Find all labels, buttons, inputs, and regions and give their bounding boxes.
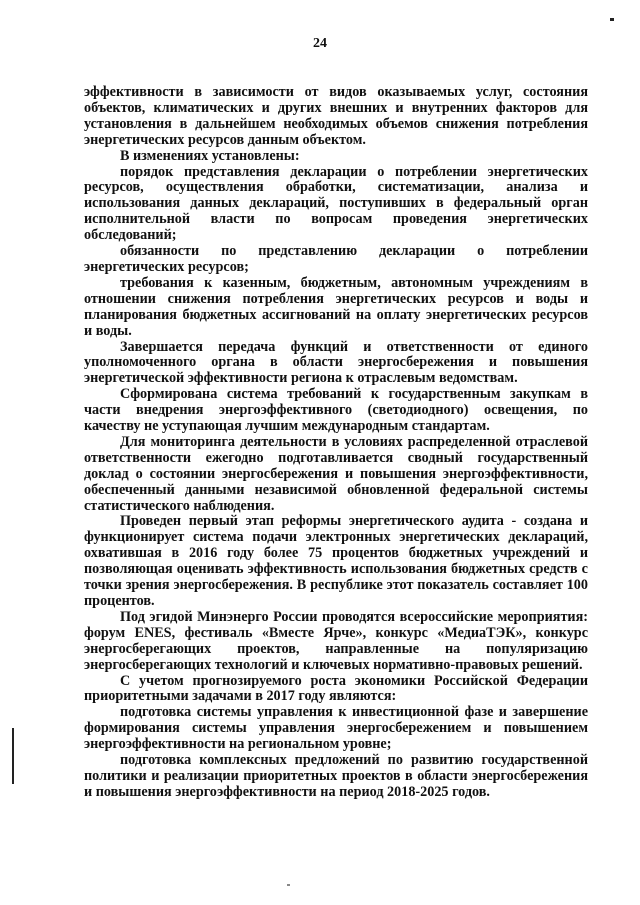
paragraph-audit-reform: Проведен первый этап реформы энергетического аудита - создана и функционирует система подачи электронных энергетических деклараций, охватившая в 2016 году более 75 процентов бюджетных учреждений и позволяющая оценивать эффективность использования бюджетных средств с точки зрения энергосбережения. В республике этот показатель составляет 100 процентов. [84, 513, 588, 609]
paragraph-declaration-obligations: обязанности по представлению декларации о потреблении энергетических ресурсов; [84, 243, 588, 275]
paragraph-priorities-intro: С учетом прогнозируемого роста экономики Российской Федерации приоритетными задачами в 2017 году являются: [84, 672, 588, 705]
paragraph-events: Под эгидой Минэнерго России проводятся всероссийские мероприятия: форум ENES, фестиваль «Вместе Ярче», конкурс «МедиаТЭК», конкурс энергосберегающих проектов, направленные на популяризацию энергосберегающих технологий и ключевых нормативно-правовых решений. [84, 608, 588, 673]
scan-dot-bottom [287, 884, 290, 886]
paragraph-monitoring-report: Для мониторинга деятельности в условиях распределенной отраслевой ответственности ежегодно подготавливается сводный государственный доклад о состоянии энергосбережения и повышения энергоэффективности, обеспеченный данными независимой обновленной федеральной системы статистического наблюдения. [84, 433, 588, 514]
paragraph-priority-management: подготовка системы управления к инвестиционной фазе и завершение формирования системы управления энергосбережением и повышением энергоэффективности на региональном уровне; [84, 704, 588, 753]
paragraph-declaration-procedure: порядок представления декларации о потреблении энергетических ресурсов, осуществления обработки, систематизации, анализа и использования данных деклараций, поступивших в федеральный орган исполнительной власти по вопросам проведения энергетических обследований; [84, 163, 588, 244]
paragraph-procurement-requirements: Сформирована система требований к государственным закупкам в части внедрения энергоэффективного (светодиодного) освещения, по качеству не уступающая лучшим международным стандартам. [84, 386, 588, 435]
paragraph-functions-transfer: Завершается передача функций и ответственности от единого уполномоченного органа в области энергосбережения и повышения энергетической эффективности региона к отраслевым ведомствам. [84, 338, 588, 387]
document-body [84, 85, 588, 801]
paragraph-priority-policy: подготовка комплексных предложений по развитию государственной политики и реализации приоритетных проектов в области энергосбережения и повышения энергоэффективности на период 2018-2025 годов. [84, 752, 588, 800]
paragraph-institution-requirements: требования к казенным, бюджетным, автономным учреждениям в отношении снижения потребления энергетических ресурсов и воды и планирования бюджетных ассигнований на оплату энергетических ресурсов и воды. [84, 274, 588, 339]
scan-mark-left [12, 728, 14, 784]
paragraph-continuation: эффективности в зависимости от видов оказываемых услуг, состояния объектов, климатических и других внешних и внутренних факторов для установления в дальнейшем необходимых объемов снижения потребления энергетических ресурсов данным объектом. [84, 84, 588, 148]
scan-mark-top [610, 18, 614, 21]
page-number: 24 [313, 36, 327, 51]
paragraph-changes-intro: В изменениях установлены: [120, 147, 300, 164]
